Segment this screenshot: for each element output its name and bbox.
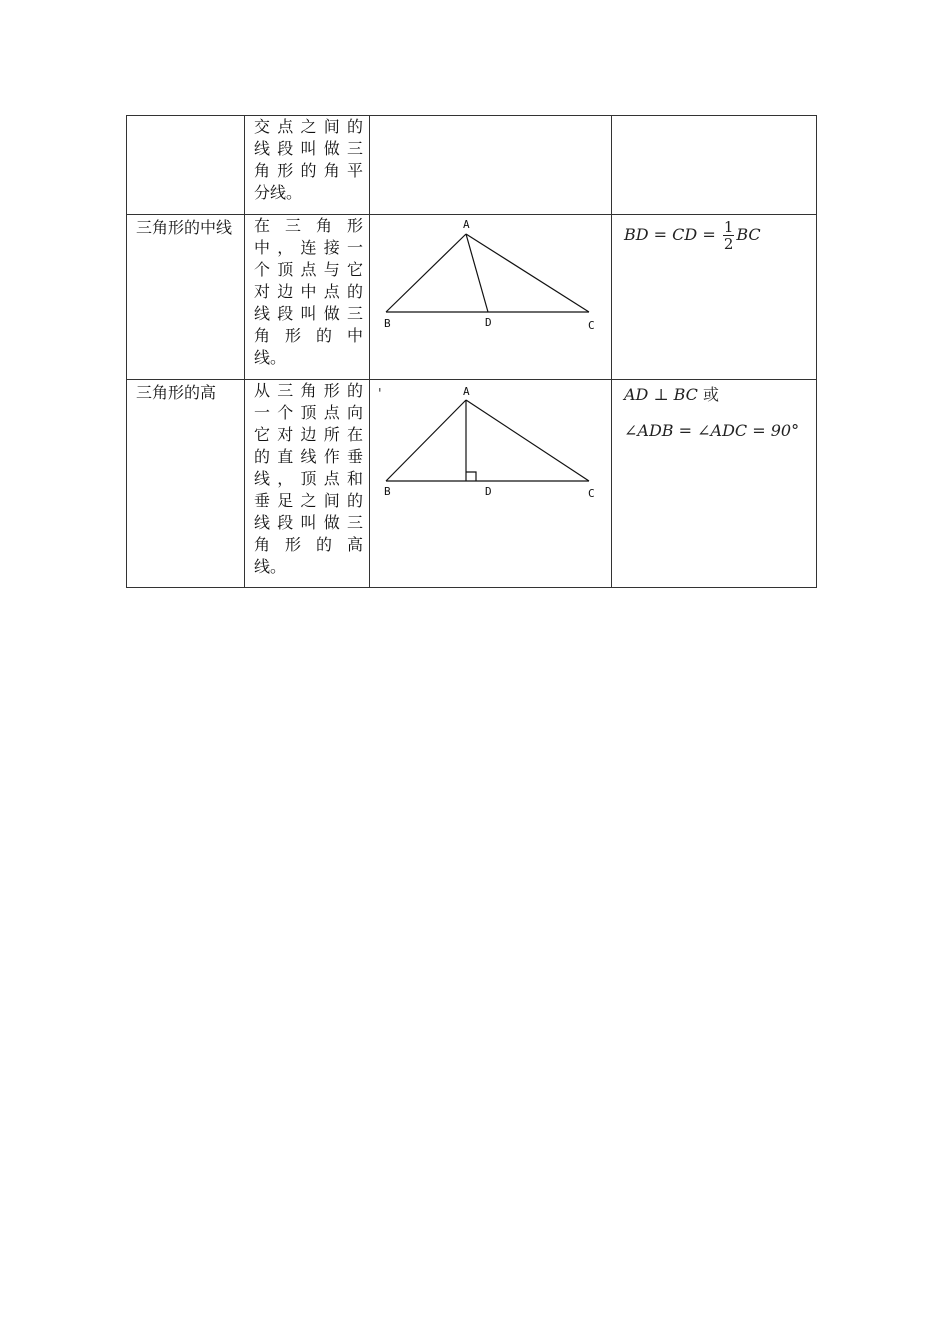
altitude-triangle-figure <box>370 380 610 580</box>
vertex-label-c: C <box>588 487 595 500</box>
point-label-d: D <box>485 316 492 329</box>
term-cell: 三角形的中线 <box>127 215 245 380</box>
side-ab <box>386 234 466 312</box>
definition-line: 垂足之间的 <box>254 491 363 510</box>
term-cell: 三角形的高 <box>127 380 245 588</box>
median-formula <box>624 219 816 252</box>
definition-line: 线段叫做三 <box>254 513 363 532</box>
definition-line: 线。 <box>254 557 287 576</box>
figure-cell <box>370 215 612 380</box>
formula-cell <box>612 215 817 380</box>
definition-cell <box>245 116 370 215</box>
median-triangle-figure <box>370 215 610 375</box>
definition-line: 对边中点的 <box>254 282 363 301</box>
definition-line: 线段叫做三 <box>254 139 363 158</box>
side-ac <box>466 400 589 481</box>
vertex-label-a: A <box>463 385 470 398</box>
fraction-numerator: 1 <box>723 218 734 236</box>
definition-line: 它对边所在 <box>254 425 363 444</box>
fraction-one-half <box>723 219 735 252</box>
definition-line: 交点之间的 <box>254 117 363 136</box>
definition-line: 角形的高 <box>254 535 363 554</box>
definition-line: 线。 <box>254 348 287 367</box>
definitions-table <box>126 115 817 588</box>
figure-cell <box>370 116 612 215</box>
vertex-label-c: C <box>588 319 595 332</box>
fraction-denominator: 2 <box>723 235 734 253</box>
formula-lhs: BD = CD = <box>624 225 721 244</box>
definition-line: 角形的角平 <box>254 161 363 180</box>
table-row <box>127 116 817 215</box>
formula-cell <box>612 116 817 215</box>
definition-line: 线段叫做三 <box>254 304 363 323</box>
angle-formula: ∠ADB = ∠ADC = 90° <box>624 421 800 440</box>
definition-line: 个顶点与它 <box>254 260 363 279</box>
right-angle-mark <box>466 472 476 481</box>
formula-cell <box>612 380 817 588</box>
definition-line: 的直线作垂 <box>254 447 363 466</box>
formula-or: 或 <box>703 385 720 404</box>
definition-line: 角形的中 <box>254 326 363 345</box>
vertex-label-a: A <box>463 218 470 231</box>
perpendicular-formula <box>624 384 816 406</box>
figure-cell <box>370 380 612 588</box>
stray-mark: ' <box>378 387 382 402</box>
side-ab <box>386 400 466 481</box>
definition-line: 一个顶点向 <box>254 403 363 422</box>
definition-line: 在三角形 <box>254 216 363 235</box>
definition-line: 线，顶点和 <box>254 469 363 488</box>
definition-line: 分线。 <box>254 183 303 202</box>
term-cell <box>127 116 245 215</box>
table-row <box>127 380 817 588</box>
formula-rhs: BC <box>736 225 761 244</box>
definition-cell <box>245 215 370 380</box>
definition-line: 中，连接一 <box>254 238 363 257</box>
definition-line: 从三角形的 <box>254 381 363 400</box>
vertex-label-b: B <box>384 317 391 330</box>
point-label-d: D <box>485 485 492 498</box>
definition-cell <box>245 380 370 588</box>
vertex-label-b: B <box>384 485 391 498</box>
table-row <box>127 215 817 380</box>
formula-perpendicular: AD ⊥ BC <box>624 385 698 404</box>
